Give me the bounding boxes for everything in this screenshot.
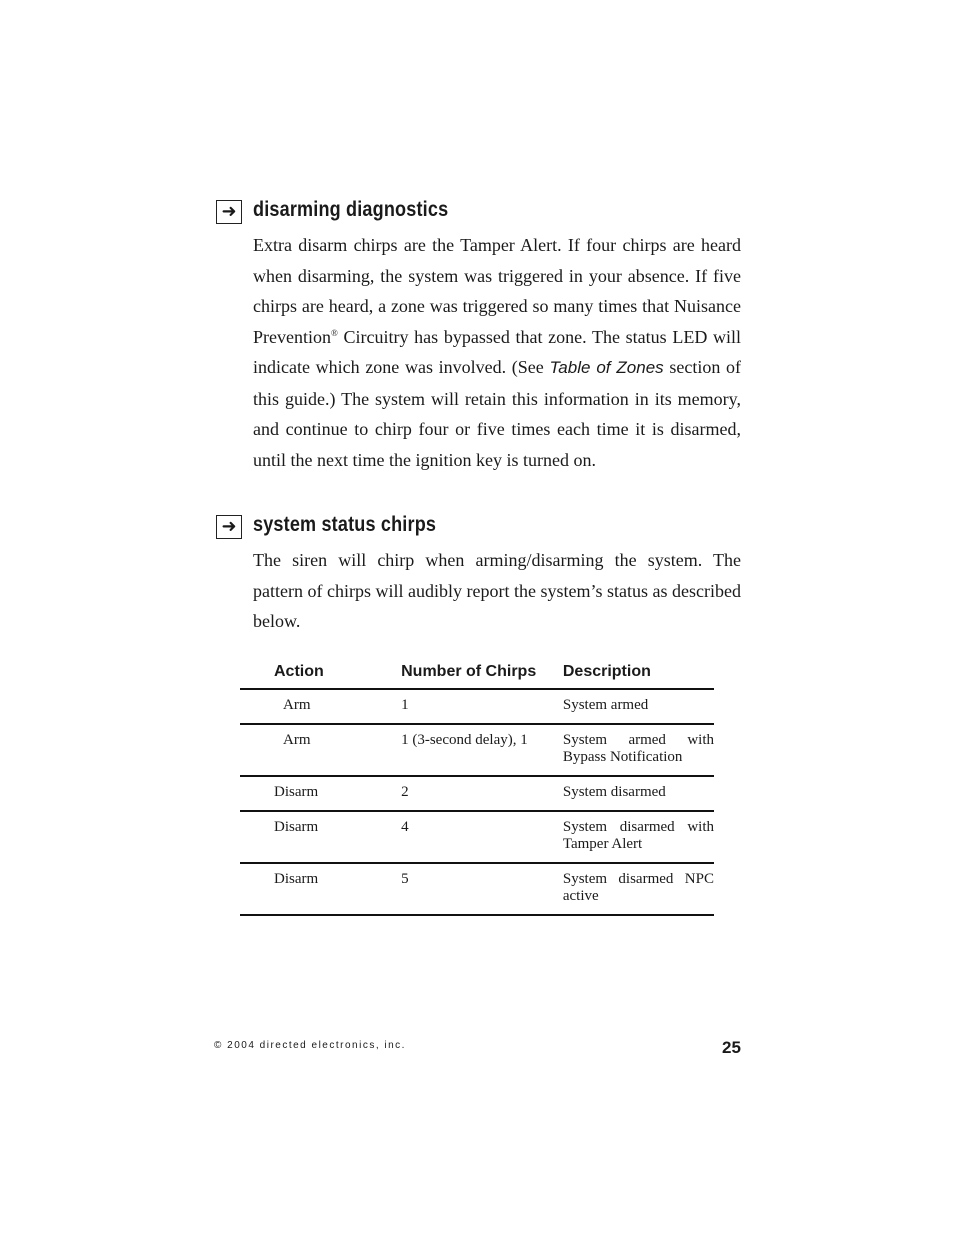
section-system-status-chirps [216,513,746,637]
copyright-notice: © 2004 directed electronics, inc. [214,1040,406,1051]
action-cell: Arm [240,724,401,776]
chirps-cell: 1 (3-second delay), 1 [401,724,563,776]
chirps-cell: 5 [401,863,563,915]
description-cell: System armed [563,689,714,724]
table-row [240,776,714,811]
description-cell: System armed with Bypass Notification [563,724,714,776]
table-row [240,863,714,915]
action-cell: Disarm [240,863,401,915]
chirps-cell: 2 [401,776,563,811]
section-disarming-diagnostics [216,198,746,475]
action-cell: Disarm [240,776,401,811]
page-number: 25 [722,1038,741,1057]
table-header-row [240,659,714,689]
column-header-chirps: Number of Chirps [401,659,563,689]
section-heading-row [216,513,746,543]
chirps-cell: 1 [401,689,563,724]
description-cell: System disarmed NPC active [563,863,714,915]
action-cell: Disarm [240,811,401,863]
right-arrow-icon: ➜ [216,515,242,539]
paragraph-text: Circuitry has bypassed that zone. The status LED will indicate which zone was involved. (See [253,326,741,377]
section-paragraph [253,230,741,475]
column-header-description: Description [563,659,714,689]
action-cell: Arm [240,689,401,724]
paragraph-text: section of this guide.) The system will retain this information in its memory, and continue to chirp four or five times each time it is disarmed, until the next time the ignition key is turned on. [253,357,742,470]
table-row [240,811,714,863]
section-paragraph: The siren will chirp when arming/disarming the system. The pattern of chirps will audibly report the system’s status as described below. [253,550,741,631]
description-cell: System disarmed [563,776,714,811]
table-of-zones-reference: Table of Zones [549,358,664,377]
column-header-action: Action [240,659,401,689]
chirps-table [240,659,714,916]
chirps-cell: 4 [401,811,563,863]
paragraph-text: Extra disarm chirps are the Tamper Alert. If four chirps are heard when disarming, the system was triggered in your absence. If five chirps are heard, a zone was triggered so many times that Nuisance Prevention [253,235,741,347]
section-heading: system status chirps [253,513,437,536]
section-heading-row [216,198,746,228]
table-row [240,689,714,724]
table-row [240,724,714,776]
registered-mark: ® [331,327,338,338]
section-heading: disarming diagnostics [253,198,449,221]
right-arrow-icon: ➜ [216,200,242,224]
description-cell: System disarmed with Tamper Alert [563,811,714,863]
